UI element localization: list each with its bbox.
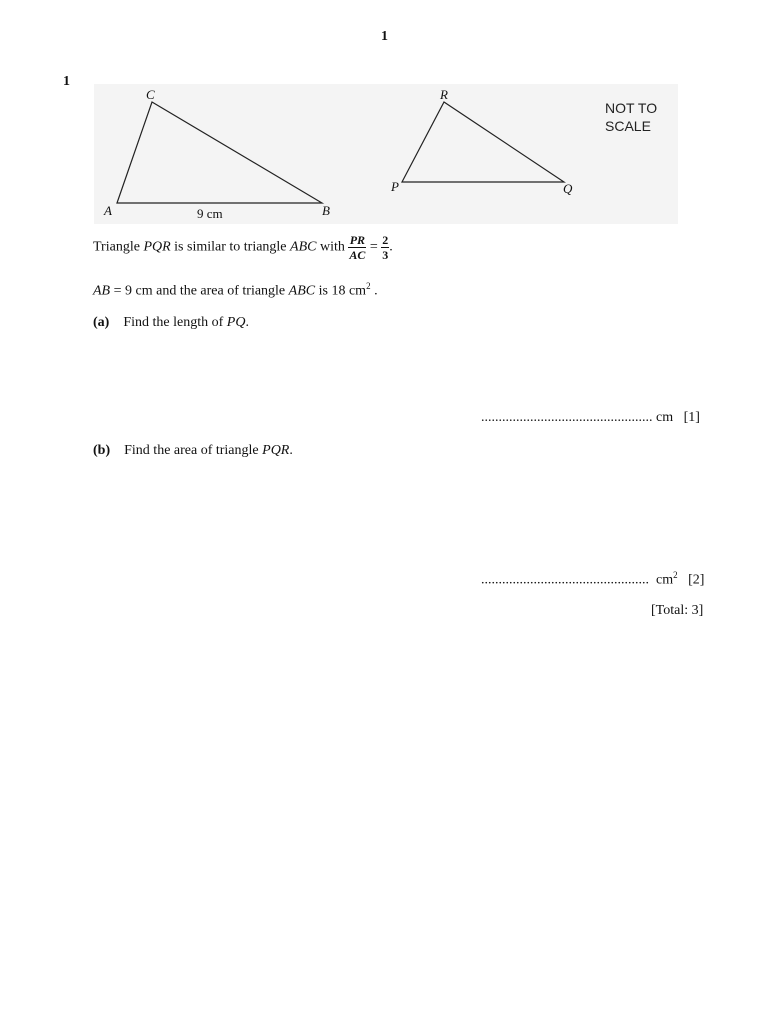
value-denominator: 3 (382, 248, 389, 262)
part-a-text: Find the length of (123, 315, 227, 330)
triangles-figure (94, 84, 678, 224)
part-b-unit: cm (656, 572, 674, 588)
intro-pqr: PQR (143, 239, 171, 255)
ratio-numerator: PR (349, 233, 366, 247)
value-numerator: 2 (382, 233, 389, 247)
part-a-answer-line[interactable] (481, 410, 700, 426)
not-to-scale-line2: SCALE (605, 118, 651, 134)
part-b-unit-superscript: 2 (673, 570, 678, 580)
vertex-label-r: R (440, 87, 448, 102)
triangles-diagram (94, 84, 678, 224)
part-b-marks: [2] (688, 572, 705, 588)
part-b-variable: PQR (262, 443, 290, 458)
ratio-fraction-pr-ac (348, 233, 366, 262)
intro-text-3: with (316, 239, 349, 255)
part-a-marks: [1] (683, 410, 700, 425)
given-superscript: 2 (366, 281, 371, 291)
vertex-label-p: P (391, 179, 399, 194)
part-b-answer-line[interactable] (481, 570, 704, 589)
not-to-scale-line1: NOT TO (605, 100, 658, 116)
part-a-question (93, 315, 249, 331)
vertex-label-b: B (322, 203, 330, 218)
part-a-variable: PQ (226, 315, 246, 330)
not-to-scale-note (605, 99, 657, 135)
question-number: 1 (63, 74, 70, 89)
part-a-period: . (245, 315, 249, 330)
given-text-2: is 18 cm (315, 283, 367, 299)
intro-text-2: is similar to triangle (170, 239, 291, 255)
equals-sign: = (369, 239, 378, 255)
total-marks: [Total: 3] (651, 603, 704, 618)
part-b-text: Find the area of triangle (124, 443, 263, 458)
part-a-label: (a) (93, 315, 110, 330)
intro-abc: ABC (290, 239, 317, 255)
intro-statement (93, 233, 393, 262)
part-a-answer-dots[interactable]: ................................................ (481, 410, 649, 425)
page-number: 1 (381, 29, 388, 44)
given-abc: ABC (288, 283, 316, 299)
vertex-label-q: Q (563, 181, 573, 196)
given-ab: AB (93, 283, 111, 299)
part-b-answer-dots[interactable]: ................................................ (481, 572, 649, 588)
triangle-pqr (402, 102, 564, 182)
part-b-question (93, 443, 293, 459)
part-b-period: . (289, 443, 293, 458)
given-period: . (370, 283, 378, 299)
given-text-1: = 9 cm and the area of triangle (110, 283, 289, 299)
part-a-unit: . cm (649, 410, 674, 425)
ratio-denominator: AC (349, 248, 366, 262)
intro-period: . (389, 239, 393, 255)
given-statement (93, 281, 378, 300)
part-b-label: (b) (93, 443, 111, 458)
triangle-abc (117, 102, 322, 203)
vertex-label-a: A (104, 203, 112, 218)
vertex-label-c: C (146, 87, 155, 102)
intro-text-1: Triangle (93, 239, 144, 255)
side-ab-label: 9 cm (197, 206, 223, 221)
